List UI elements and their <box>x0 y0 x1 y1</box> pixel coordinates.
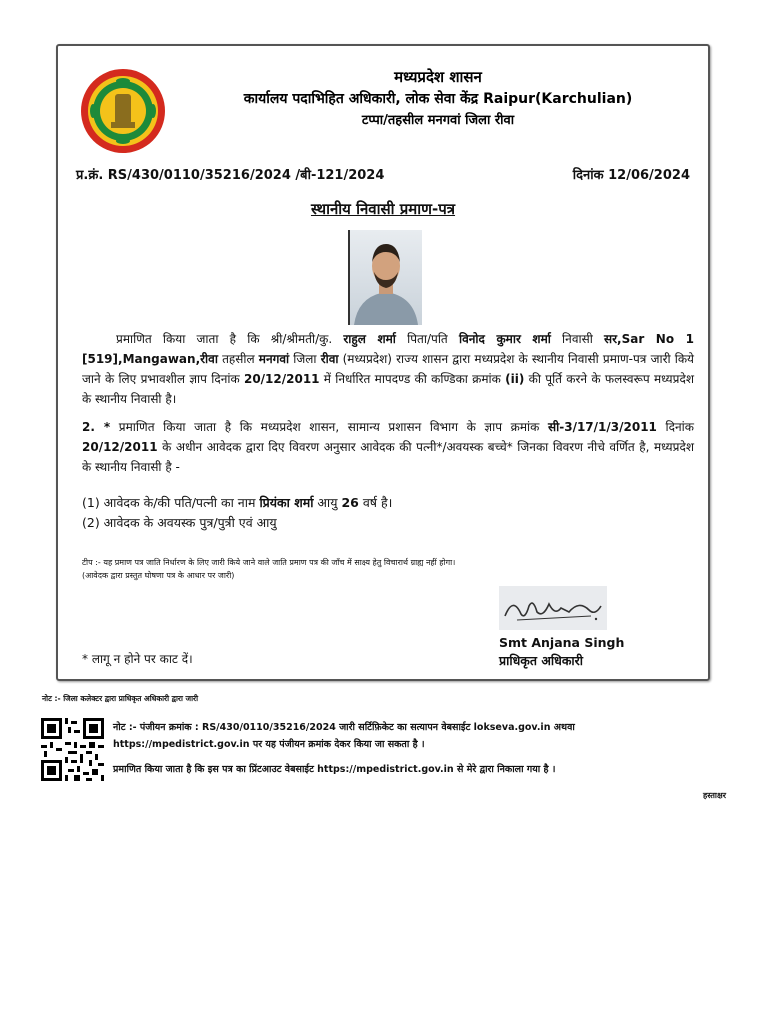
signatory-designation: प्राधिकृत अधिकारी <box>499 653 584 668</box>
certificate-paragraph-2 <box>82 417 694 477</box>
handwritten-signature-icon <box>499 586 607 630</box>
certificate-paragraph-1 <box>82 329 694 409</box>
district: रीवा <box>320 352 339 366</box>
tip-line-1: टीप :- यह प्रमाण पत्र जाति निर्धारण के लिए जारी किये जाने वाले जाति प्रमाण पत्र की जाँच में साक्ष्य हेतु विचारार्थ ग्राह्य नहीं होगा। <box>82 558 456 567</box>
signatory-name: Smt Anjana Singh <box>499 635 625 650</box>
verification-note: नोट :- पंजीयन क्रमांक : RS/430/0110/35216/2024 जारी सर्टिफ़िकेट का सत्यापन वेबसाईट lokseva.gov.in अथवा https://mpedistrict.gov.in पर यह पंजीयन क्रमांक देकर किया जा सकता है । <box>113 722 575 750</box>
certificate-title: स्थानीय निवासी प्रमाण-पत्र <box>310 200 456 218</box>
spouse-name: प्रियंका शर्मा <box>259 495 314 510</box>
printout-note: प्रमाणित किया जाता है कि इस पत्र का प्रिंटआउट वेबसाईट https://mpedistrict.gov.in से मेरे द्वारा निकाला गया है । <box>113 764 556 775</box>
applicant-photo <box>348 230 422 325</box>
para2-text-a: प्रमाणित किया जाता है कि मध्यप्रदेश शासन, सामान्य प्रशासन विभाग के ज्ञाप क्रमांक <box>110 420 549 434</box>
list-item: (2) आवेदक के अवयस्क पुत्र/पुत्री एवं आयु <box>82 515 277 530</box>
applicant-photo-icon <box>350 230 422 325</box>
dependents-list <box>82 493 392 533</box>
tehsil: मनगवां <box>258 352 290 366</box>
strike-out-footnote: * लागू न होने पर काट दें। <box>82 652 193 666</box>
father-name: विनोद कुमार शर्मा <box>458 332 551 346</box>
reference-row <box>76 165 690 183</box>
para1-text-e: जिला <box>289 352 321 366</box>
para2-number: 2. * <box>82 420 111 434</box>
mp-state-emblem-icon <box>80 68 166 154</box>
office-header <box>178 66 698 132</box>
tip-line-2: (आवेदक द्वारा प्रस्तुत घोषणा पत्र के आधार पर जारी) <box>82 571 235 580</box>
address: सर,Sar No 1 [519],Mangawan,रीवा <box>82 332 694 366</box>
issue-date: दिनांक 12/06/2024 <box>572 168 690 183</box>
certificate-frame <box>56 44 710 681</box>
memo-date: 20/12/2011 <box>243 372 320 386</box>
office-name: कार्यालय पदाभिहित अधिकारी, लोक सेवा केंद्र Raipur(Karchulian) <box>243 91 633 107</box>
qr-code-icon <box>41 718 104 781</box>
signatory-block <box>499 634 624 670</box>
clause-number: (ii) <box>505 372 525 386</box>
para1-text-f: (मध्यप्रदेश) राज्य शासन द्वारा मध्यप्रदेश के स्थानीय निवासी प्रमाण-पत्र जारी किये जाने के लिए प्रभावशील ज्ञाप दिनांक <box>82 352 695 386</box>
tehsil-district: टप्पा/तहसील मनगवां जिला रीवा <box>361 113 515 128</box>
tip-note <box>82 556 455 582</box>
spouse-age: 26 <box>341 495 359 510</box>
hastakshar-label: हस्ताक्षर <box>703 791 726 800</box>
para2-date: 20/12/2011 <box>82 440 158 454</box>
list-item <box>82 493 392 513</box>
reference-number: प्र.क्रं. RS/430/0110/35216/2024 /बी-121/2024 <box>76 168 385 183</box>
para1-text-c: निवासी <box>550 332 605 346</box>
memo-number: सी-3/17/1/3/2011 <box>548 420 657 434</box>
para1-text-d: तहसील <box>217 352 259 366</box>
govt-name: मध्यप्रदेश शासन <box>394 68 482 86</box>
para1-text-g: में निर्धारित मापदण्ड की कण्डिका क्रमांक <box>319 372 506 386</box>
para1-text-h: की पूर्ति करने के फलस्वरूप मध्यप्रदेश के स्थानीय निवासी है। <box>82 372 695 406</box>
applicant-name: राहुल शर्मा <box>343 332 396 346</box>
para2-text-c: के अधीन आवेदक द्वारा दिए विवरण अनुसार आवेदक की पत्नी*/अवयस्क बच्चे* जिनका विवरण नीचे वर्णित है, मध्यप्रदेश के स्थानीय निवासी है - <box>82 440 694 474</box>
item1-text-c: वर्ष है। <box>358 495 393 510</box>
para1-text-a: प्रमाणित किया जाता है कि श्री/श्रीमती/कु. <box>116 332 344 346</box>
item1-text-a: (1) आवेदक के/की पति/पत्नी का नाम <box>82 495 260 510</box>
para1-text-b: पिता/पति <box>395 332 459 346</box>
item1-text-b: आयु <box>313 495 342 510</box>
para2-text-b: दिनांक <box>656 420 694 434</box>
collector-note: नोट :- जिला कलेक्टर द्वारा प्राधिकृत अधिकारी द्वारा जारी <box>42 694 199 703</box>
